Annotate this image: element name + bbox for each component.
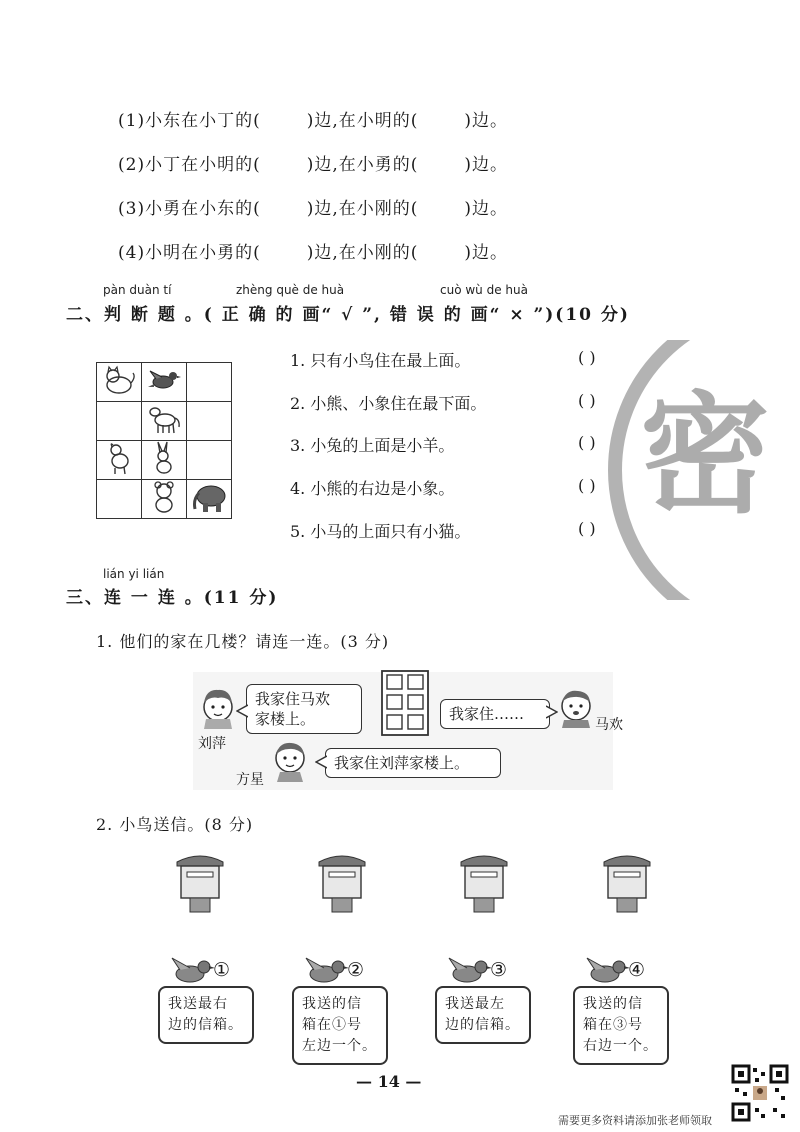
question-text-c: )边。 [464,199,509,219]
stamp-circle-icon [600,340,800,600]
bear-icon [149,480,179,514]
note-line: 我送最右 [168,996,228,1012]
sheep-icon [104,441,134,475]
fangxing-name: 方星 [236,772,264,788]
grid-cell-empty [187,402,232,441]
note-line: 箱在①号 [302,1017,362,1033]
bird-4-note[interactable] [573,986,669,1065]
grid-cell-sheep [97,441,142,480]
animal-grid [96,362,232,519]
note-line: 我送的信 [302,996,362,1012]
judge-item-4: 4. 小熊的右边是小象。 [290,479,455,498]
section-3-title: 三、连 一 连 。(11 分) [66,588,279,608]
bird-2-number: ② [347,959,365,981]
question-text-a: 小勇在小东的( [145,199,261,219]
section-3-q2-title: 2. 小鸟送信。(8 分) [96,815,254,834]
question-text-b: )边,在小刚的( [306,199,419,219]
section-3-q1-title: 1. 他们的家在几楼？请连一连。(3 分) [96,632,390,651]
bird-3-note[interactable] [435,986,531,1044]
note-line: 边的信箱。 [168,1017,243,1033]
note-line: 右边一个。 [583,1038,658,1054]
bird-4-icon [583,955,631,987]
bird-1-icon [168,955,216,987]
note-line: 箱在③号 [583,1017,643,1033]
grid-cell-empty [187,441,232,480]
question-number: (4) [118,243,146,263]
grid-cell-horse [142,402,187,441]
pinyin-cuo-wu-de-hua: cuò wù de huà [440,283,528,297]
question-text-c: )边。 [464,111,509,131]
elephant-icon [189,481,229,513]
judge-item-5: 5. 小马的上面只有小猫。 [290,522,471,541]
pinyin-lian-yi-lian: lián yi lián [103,567,165,581]
liuping-name: 刘萍 [198,736,226,752]
grid-cell-empty [97,402,142,441]
question-text-b: )边,在小勇的( [306,155,419,175]
mailbox-1-icon[interactable] [171,852,229,914]
grid-cell-rabbit [142,441,187,480]
note-line: 左边一个。 [302,1038,377,1054]
mahuan-name: 马欢 [595,717,623,733]
question-line-1 [118,106,508,131]
grid-cell-bear [142,480,187,519]
liuping-girl-icon [196,683,240,729]
pinyin-zheng-que-de-hua: zhèng què de huà [236,283,345,297]
question-number: (3) [118,199,146,219]
question-line-4 [118,238,508,263]
rabbit-icon [149,441,179,475]
question-text-c: )边。 [464,155,509,175]
bird-2-note[interactable] [292,986,388,1065]
grid-cell-empty [187,363,232,402]
note-line: 边的信箱。 [445,1017,520,1033]
qr-code-icon[interactable] [731,1064,789,1122]
bird-1-note[interactable] [158,986,254,1044]
grid-cell-cat [97,363,142,402]
stamp-text: 密 [640,379,771,531]
bird-3-icon [445,955,493,987]
building-floors-icon[interactable] [381,670,429,736]
page-number: — 14 — [356,1072,422,1091]
mahuan-boy-icon [556,684,596,728]
cat-icon [101,365,137,395]
question-line-2 [118,150,508,175]
bird-2-icon [302,955,350,987]
section-2-title: 二、判 断 题 。( 正 确 的 画“ √ ”, 错 误 的 画“ × ”)(10 分) [66,305,630,325]
judge-answer-2[interactable]: ( ) [578,391,596,410]
question-number: (2) [118,155,146,175]
mailbox-4-icon[interactable] [598,852,656,914]
question-line-3 [118,194,508,219]
bird-1-number: ① [213,959,231,981]
fangxing-speech-bubble [325,748,501,778]
liuping-speech-line-2: 家楼上。 [255,710,316,728]
mailbox-3-icon[interactable] [455,852,513,914]
secret-stamp-watermark [600,340,800,600]
question-number: (1) [118,111,146,131]
pinyin-pan-duan-ti: pàn duàn tí [103,283,172,297]
judge-answer-1[interactable]: ( ) [578,348,596,367]
bird-icon [146,365,182,395]
note-line: 我送最左 [445,996,505,1012]
grid-cell-bird [142,363,187,402]
judge-item-3: 3. 小兔的上面是小羊。 [290,436,455,455]
judge-item-1: 1. 只有小鸟住在最上面。 [290,351,471,370]
grid-cell-elephant [187,480,232,519]
question-text-a: 小明在小勇的( [145,243,261,263]
judge-answer-3[interactable]: ( ) [578,433,596,452]
liuping-speech-line-1: 我家住马欢 [255,690,331,708]
liuping-speech-bubble [246,684,362,734]
mahuan-speech-bubble [440,699,550,729]
question-text-c: )边。 [464,243,509,263]
fangxing-speech-text: 我家住刘萍家楼上。 [334,754,470,772]
judge-item-2: 2. 小熊、小象住在最下面。 [290,394,487,413]
mahuan-speech-text: 我家住…… [449,705,525,723]
fangxing-boy-icon [270,738,310,782]
judge-answer-4[interactable]: ( ) [578,476,596,495]
footer-note: 需要更多资料请添加张老师领取 [558,1114,712,1127]
judge-answer-5[interactable]: ( ) [578,519,596,538]
question-text-a: 小丁在小明的( [145,155,261,175]
grid-cell-empty [97,480,142,519]
bird-3-number: ③ [490,959,508,981]
question-text-a: 小东在小丁的( [145,111,261,131]
bird-4-number: ④ [628,959,646,981]
question-text-b: )边,在小明的( [306,111,419,131]
note-line: 我送的信 [583,996,643,1012]
mailbox-2-icon[interactable] [313,852,371,914]
bubble-tail-icon [315,755,327,769]
question-text-b: )边,在小刚的( [306,243,419,263]
horse-icon [146,403,182,435]
bubble-tail-icon [236,704,248,718]
